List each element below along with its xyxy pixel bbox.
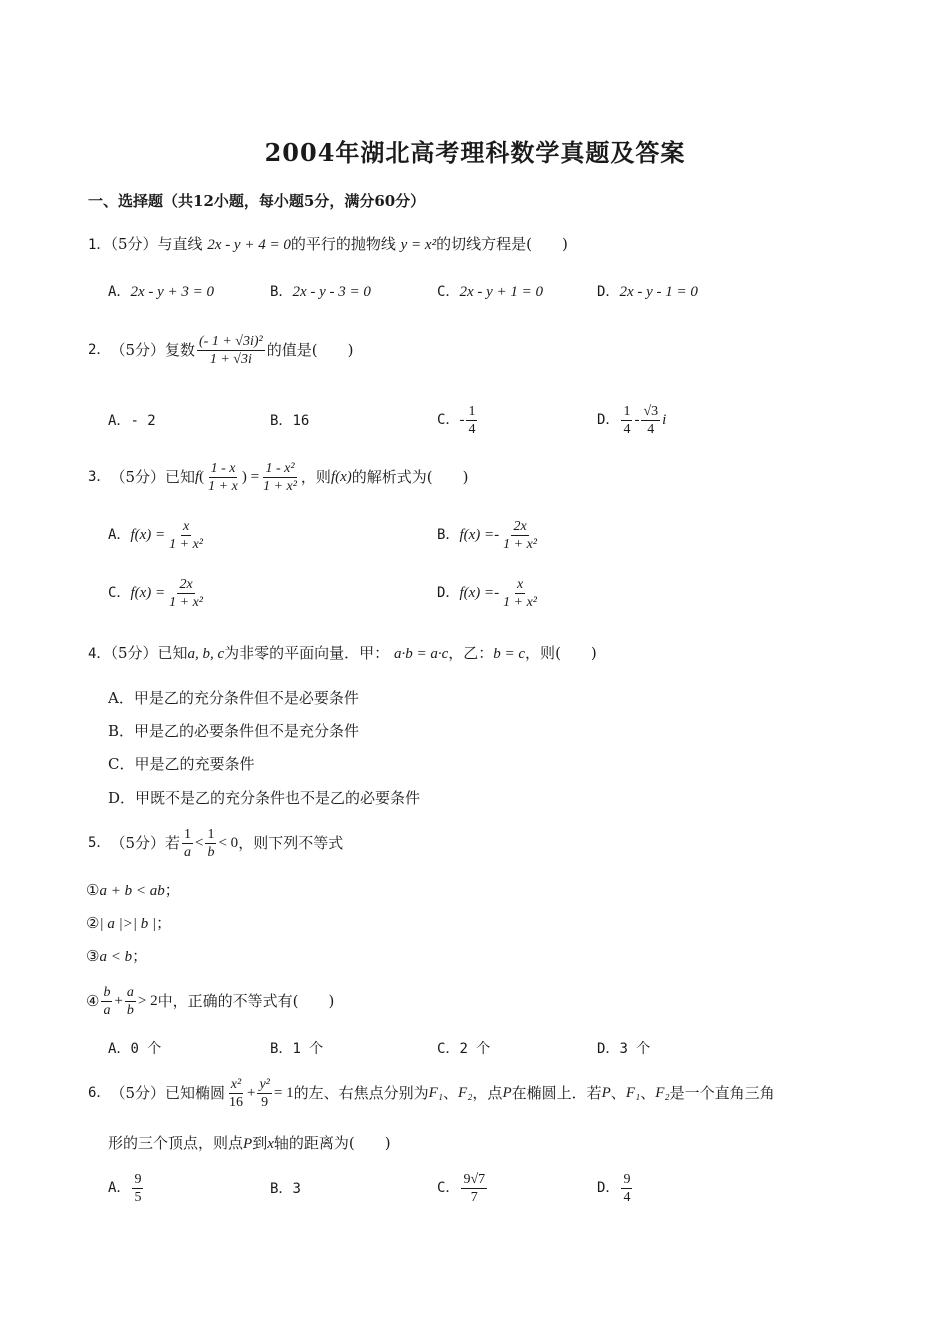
q3-number: 3． <box>88 469 111 485</box>
inequality: a + b < ab <box>99 883 165 899</box>
fraction-numerator: 1 <box>184 826 191 842</box>
fraction-numerator: 1 <box>623 403 631 419</box>
q3-fx: f(x) <box>330 469 352 485</box>
q5-number: 5． <box>88 835 111 851</box>
q4-option-a: A．甲是乙的充分条件但不是必要条件 <box>108 689 359 707</box>
q5-option-b <box>270 1038 323 1059</box>
q1-stem-c: 的切线方程是 <box>436 235 527 253</box>
fraction-numerator: 2x <box>179 576 193 592</box>
option-value: - 2 <box>130 413 156 429</box>
q3-stem: 已知 <box>164 468 195 486</box>
option-value: 2x - y - 3 = 0 <box>292 284 371 300</box>
q5-fraction-a <box>182 826 193 861</box>
q2-option-d: D． $\frac{1}{4}$ - $\frac{√3}{4}$ i <box>597 403 667 437</box>
option-value: 0 个 <box>130 1041 162 1057</box>
fraction-numerator: 1 <box>468 403 476 419</box>
q1-stem-b: 的平行的抛物线 <box>290 235 396 253</box>
q4-stem-c: ，乙： <box>448 644 494 662</box>
q3-option-a <box>108 515 207 555</box>
option-fraction <box>501 518 539 553</box>
fraction-denominator: 4 <box>647 421 655 437</box>
option-value: 2x - y - 1 = 0 <box>619 284 698 300</box>
option-label: A． <box>108 1041 131 1057</box>
q5-stem: 若 <box>164 834 180 852</box>
plus-sign: + <box>114 993 123 1009</box>
fraction-numerator: 9 <box>623 1171 631 1187</box>
separator: 、 <box>610 1084 626 1102</box>
option-label: B． <box>270 1041 293 1057</box>
x-axis-var: x <box>267 1136 274 1152</box>
q5-stem-c: 中，正确的不等式有 <box>157 992 293 1010</box>
answer-blank: ( ) <box>348 1134 391 1152</box>
option-fraction <box>641 403 660 438</box>
option-value: 1 个 <box>292 1041 324 1057</box>
option-value: 3 <box>292 1181 301 1197</box>
q3-option-c <box>108 573 207 613</box>
fraction-denominator: 4 <box>623 421 631 437</box>
option-label: D． <box>597 412 620 428</box>
q1-option-a <box>108 281 214 302</box>
option-fraction <box>621 403 632 438</box>
fraction-numerator: 1 <box>207 826 215 842</box>
fraction-denominator: 1 + x² <box>503 594 537 610</box>
fraction-numerator: 1 - x <box>210 460 236 476</box>
q6-stem-b: 的左、右焦点分别为 <box>293 1084 429 1102</box>
fraction-numerator: x <box>182 518 190 534</box>
option-value: 3 个 <box>619 1041 651 1057</box>
fraction-numerator: a <box>126 984 134 1000</box>
fraction-numerator: 9 <box>134 1171 142 1187</box>
q3-option-d <box>437 573 541 613</box>
option-fraction <box>167 518 205 553</box>
fraction-denominator: 1 + x² <box>169 594 203 610</box>
fraction-denominator: 1 + x² <box>503 536 537 552</box>
fraction-numerator: 2x <box>513 518 527 534</box>
option-label: D． <box>597 284 620 300</box>
q4-option-c: C．甲是乙的充要条件 <box>108 755 255 773</box>
fraction-denominator: 1 + x² <box>169 536 203 552</box>
separator: 、 <box>640 1084 656 1102</box>
q2-stem: 复数 <box>164 341 195 359</box>
option-sign: - <box>459 412 465 428</box>
option-label: A． <box>108 1180 131 1196</box>
circled-number: ③ <box>86 947 100 965</box>
option-value: 2x - y + 1 = 0 <box>459 284 543 300</box>
fraction-denominator: 16 <box>229 1094 243 1110</box>
q6-score: （5分） <box>110 1084 165 1102</box>
q5-inequality-3 <box>86 946 147 967</box>
option-label: C． <box>437 412 460 428</box>
q6-line2-b: 到 <box>252 1134 268 1152</box>
fraction-denominator: 1 + x² <box>263 478 297 494</box>
answer-blank: ( ) <box>292 992 335 1010</box>
fraction-numerator: √3 <box>643 403 659 419</box>
q4-option-b: B．甲是乙的必要条件但不是充分条件 <box>108 722 360 740</box>
option-fraction <box>167 576 205 611</box>
circled-number: ① <box>86 881 100 899</box>
less-than: < <box>195 835 204 851</box>
fraction-denominator: 4 <box>468 421 476 437</box>
option-lhs: f(x) = <box>130 527 166 543</box>
fraction-numerator: y² <box>259 1076 270 1092</box>
q6-fraction-x <box>227 1076 245 1111</box>
option-label: C． <box>437 1180 460 1196</box>
page-title: 2004年湖北高考理科数学真题及答案 <box>264 138 686 167</box>
q5-option-a <box>108 1038 161 1059</box>
option-fraction <box>132 1171 143 1206</box>
option-sign: - <box>494 585 500 601</box>
option-label: C． <box>437 1041 460 1057</box>
option-value: 2x - y + 3 = 0 <box>130 284 214 300</box>
q2-score: （5分） <box>110 341 165 359</box>
point-p: P <box>243 1136 253 1152</box>
fraction-b-over-a <box>101 984 112 1019</box>
q5-inequality-2 <box>86 913 171 934</box>
q3-option-b <box>437 515 541 555</box>
q6-stem: 已知椭圆 <box>164 1084 225 1102</box>
option-label: C． <box>108 585 131 601</box>
fraction-denominator: 9 <box>261 1094 269 1110</box>
point-p: P <box>601 1085 611 1101</box>
fraction-denominator: b <box>126 1002 134 1018</box>
option-label: A． <box>108 527 131 543</box>
q5-stem-b: ，则下列不等式 <box>238 834 344 852</box>
option-value: 2 个 <box>459 1041 491 1057</box>
q3-outer-fraction <box>261 460 299 495</box>
option-fraction <box>461 1171 487 1206</box>
q5-option-c <box>437 1038 490 1059</box>
q5-option-d <box>597 1038 650 1059</box>
q6-stem-line-2 <box>108 1133 391 1154</box>
q1-number: 1． <box>88 237 111 253</box>
separator: ； <box>164 881 180 899</box>
fraction-denominator: 1 + √3i <box>209 351 252 367</box>
q6-line2-c: 轴的距离为 <box>273 1134 349 1152</box>
q2-option-c <box>437 400 479 440</box>
question-6 <box>88 1073 775 1113</box>
q6-stem-d: 在椭圆上．若 <box>511 1084 602 1102</box>
separator: ； <box>132 947 148 965</box>
q2-option-a <box>108 410 156 431</box>
fraction-numerator: 9√7 <box>463 1171 486 1187</box>
option-label: B． <box>270 284 293 300</box>
fraction-denominator: b <box>207 844 215 860</box>
q2-option-b <box>270 410 309 431</box>
q2-stem-b: 的值是 <box>266 341 312 359</box>
answer-blank: ( ) <box>526 235 568 253</box>
q2-fraction <box>197 333 265 368</box>
q6-option-a <box>108 1168 145 1208</box>
circled-number: ② <box>86 914 100 932</box>
q4-condition-yi: b = c <box>493 646 526 662</box>
q5-fraction-b <box>205 826 216 861</box>
fraction-numerator: 1 - x² <box>265 460 295 476</box>
fraction-denominator: 4 <box>623 1189 631 1205</box>
plus-sign: + <box>247 1085 256 1101</box>
answer-blank: ( ) <box>426 468 469 486</box>
q6-stem-c: ，点 <box>472 1084 503 1102</box>
q2-number: 2． <box>88 342 111 358</box>
fraction-numerator: b <box>103 984 111 1000</box>
fraction-denominator: 1 + x <box>208 478 238 494</box>
focus-f2: F₂ <box>458 1085 473 1101</box>
fraction-numerator: x <box>516 576 524 592</box>
fraction-denominator: 7 <box>470 1189 478 1205</box>
q6-option-d <box>597 1168 634 1208</box>
option-label: A． <box>108 284 131 300</box>
q1-option-c <box>437 281 543 302</box>
option-fraction <box>466 403 477 438</box>
inequality: a < b <box>99 949 133 965</box>
option-label: B． <box>270 1181 293 1197</box>
question-2 <box>88 330 353 370</box>
option-lhs: f(x) = <box>459 527 495 543</box>
section-header: 一、选择题（共12小题，每小题5分，满分60分） <box>88 192 426 210</box>
option-label: C． <box>437 284 460 300</box>
option-value: 16 <box>292 413 310 429</box>
option-label: D． <box>597 1180 620 1196</box>
option-fraction <box>621 1171 632 1206</box>
separator: 、 <box>443 1084 459 1102</box>
option-label: D． <box>437 585 460 601</box>
answer-blank: ( ) <box>311 341 354 359</box>
q3-score: （5分） <box>110 468 165 486</box>
point-p: P <box>502 1085 512 1101</box>
q6-fraction-y <box>257 1076 271 1111</box>
option-fraction <box>501 576 539 611</box>
q4-score: （5分） <box>110 644 158 662</box>
fraction-denominator: 5 <box>134 1189 142 1205</box>
q4-condition-jia: a·b = a·c <box>393 646 449 662</box>
function-name: f <box>195 469 200 485</box>
focus-f1: F₁ <box>428 1085 444 1101</box>
q6-option-c <box>437 1168 489 1208</box>
fraction-numerator: (- 1 + √3i)² <box>199 333 263 349</box>
question-3: 3． （5分） 已知 f ( $\frac{1 - x}{1 + x}$ ) = $\frac{\text{1 - x²}}{\text{1 + x²}}$ ，则 f(x) 的解析式为 ( ) <box>88 460 469 494</box>
answer-blank: ( ) <box>555 644 597 662</box>
inequality: | a |>| b | <box>99 916 157 932</box>
q4-vars: a, b, c <box>187 646 225 662</box>
q3-stem-b: ，则 <box>300 468 331 486</box>
q1-stem: 与直线 <box>157 235 203 253</box>
option-label: B． <box>270 413 293 429</box>
q4-number: 4． <box>88 646 111 662</box>
q5-inequality-1 <box>86 880 180 901</box>
question-1 <box>88 234 568 255</box>
q3-inner-fraction <box>206 460 240 495</box>
imaginary-unit: i <box>662 412 667 428</box>
greater-than-two: > 2 <box>137 993 158 1009</box>
separator: ； <box>156 914 172 932</box>
q6-line2-a: 形的三个顶点，则点 <box>108 1134 244 1152</box>
option-label: D． <box>597 1041 620 1057</box>
fraction-a-over-b <box>125 984 136 1019</box>
question-5 <box>88 823 343 863</box>
question-4 <box>88 643 597 664</box>
fraction-denominator: a <box>103 1002 111 1018</box>
q1-score: （5分） <box>110 235 158 253</box>
option-lhs: f(x) = <box>459 585 495 601</box>
q1-line-equation: 2x - y + 4 = 0 <box>207 237 291 253</box>
option-sign: - <box>494 527 500 543</box>
focus-f1: F₁ <box>625 1085 641 1101</box>
option-label: B． <box>437 527 460 543</box>
equals-one: = 1 <box>273 1085 294 1101</box>
q1-option-d <box>597 281 698 302</box>
option-label: A． <box>108 413 131 429</box>
q5-inequality-4 <box>86 981 334 1021</box>
q1-curve-equation: y = x² <box>400 237 437 253</box>
less-than-zero: < 0 <box>218 835 239 851</box>
q3-stem-c: 的解析式为 <box>351 468 427 486</box>
circled-number: ④ <box>86 992 100 1010</box>
q5-score: （5分） <box>110 834 165 852</box>
q4-option-d: D．甲既不是乙的充分条件也不是乙的必要条件 <box>108 789 421 807</box>
option-lhs: f(x) = <box>130 585 166 601</box>
q4-stem-d: ，则 <box>525 644 556 662</box>
q4-stem-b: 为非零的平面向量．甲： <box>224 644 390 662</box>
q4-stem: 已知 <box>157 644 188 662</box>
fraction-numerator: x² <box>230 1076 242 1092</box>
q1-option-b <box>270 281 371 302</box>
q6-number: 6． <box>88 1085 111 1101</box>
fraction-denominator: a <box>184 844 191 860</box>
focus-f2: F₂ <box>655 1085 670 1101</box>
q6-stem-e: 是一个直角三角 <box>669 1084 775 1102</box>
q6-option-b <box>270 1178 301 1199</box>
